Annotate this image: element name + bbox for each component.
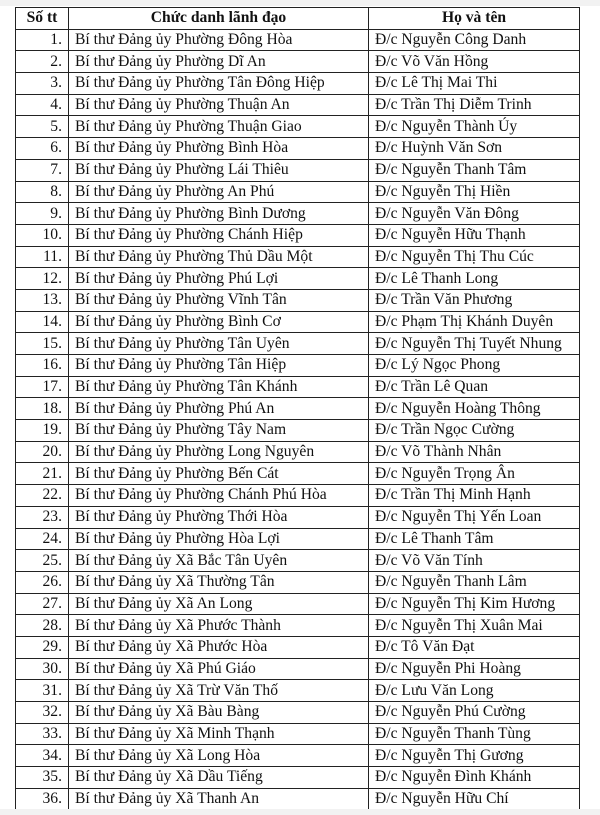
full-name: Đ/c Trần Thị Diễm Trinh [369, 94, 580, 116]
row-number: 18. [16, 398, 69, 420]
full-name: Đ/c Huỳnh Văn Sơn [369, 138, 580, 160]
table-row [16, 376, 580, 398]
row-number: 23. [16, 506, 69, 528]
table-row [16, 138, 580, 160]
leadership-title: Bí thư Đảng ủy Phường Tân Khánh [69, 376, 369, 398]
full-name: Đ/c Nguyễn Thị Tuyết Nhung [369, 333, 580, 355]
leadership-title: Bí thư Đảng ủy Phường Chánh Hiệp [69, 224, 369, 246]
table-row [16, 246, 580, 268]
leadership-title: Bí thư Đảng ủy Phường Tân Hiệp [69, 355, 369, 377]
full-name: Đ/c Nguyễn Văn Đông [369, 203, 580, 225]
full-name: Đ/c Trần Văn Phương [369, 289, 580, 311]
leadership-title: Bí thư Đảng ủy Phường Thuận An [69, 94, 369, 116]
party-secretaries-table [15, 7, 580, 810]
table-row [16, 680, 580, 702]
table-row [16, 203, 580, 225]
row-number: 14. [16, 311, 69, 333]
table-body [16, 29, 580, 810]
table-row [16, 702, 580, 724]
table-row [16, 441, 580, 463]
full-name: Đ/c Võ Văn Hồng [369, 51, 580, 73]
full-name: Đ/c Nguyễn Hoàng Thông [369, 398, 580, 420]
leadership-title: Bí thư Đảng ủy Phường Chánh Phú Hòa [69, 485, 369, 507]
table-row [16, 506, 580, 528]
leadership-title: Bí thư Đảng ủy Xã Dầu Tiếng [69, 767, 369, 789]
header-row [16, 8, 580, 30]
leadership-title: Bí thư Đảng ủy Phường Đông Hòa [69, 29, 369, 51]
full-name: Đ/c Võ Thành Nhân [369, 441, 580, 463]
row-number: 16. [16, 355, 69, 377]
table-row [16, 615, 580, 637]
full-name: Đ/c Võ Văn Tính [369, 550, 580, 572]
full-name: Đ/c Tô Văn Đạt [369, 636, 580, 658]
full-name: Đ/c Nguyễn Hữu Chí [369, 788, 580, 810]
row-number: 8. [16, 181, 69, 203]
row-number: 7. [16, 159, 69, 181]
full-name: Đ/c Nguyễn Đình Khánh [369, 767, 580, 789]
row-number: 24. [16, 528, 69, 550]
row-number: 32. [16, 702, 69, 724]
leadership-title: Bí thư Đảng ủy Xã Bắc Tân Uyên [69, 550, 369, 572]
leadership-title: Bí thư Đảng ủy Phường Long Nguyên [69, 441, 369, 463]
leadership-title: Bí thư Đảng ủy Phường Thới Hòa [69, 506, 369, 528]
table-row [16, 73, 580, 95]
leadership-title: Bí thư Đảng ủy Xã Phước Hòa [69, 636, 369, 658]
table-row [16, 51, 580, 73]
leadership-title: Bí thư Đảng ủy Phường Dĩ An [69, 51, 369, 73]
table-header [16, 8, 580, 30]
table-row [16, 636, 580, 658]
full-name: Đ/c Nguyễn Thị Gương [369, 745, 580, 767]
table-row [16, 289, 580, 311]
row-number: 4. [16, 94, 69, 116]
full-name: Đ/c Trần Lê Quan [369, 376, 580, 398]
table-row [16, 181, 580, 203]
leadership-title: Bí thư Đảng ủy Xã Thường Tân [69, 571, 369, 593]
row-number: 25. [16, 550, 69, 572]
full-name: Đ/c Lê Thị Mai Thi [369, 73, 580, 95]
header-name: Họ và tên [369, 8, 580, 30]
full-name: Đ/c Nguyễn Phú Cường [369, 702, 580, 724]
full-name: Đ/c Lý Ngọc Phong [369, 355, 580, 377]
full-name: Đ/c Trần Ngọc Cường [369, 420, 580, 442]
row-number: 27. [16, 593, 69, 615]
full-name: Đ/c Nguyễn Thanh Tùng [369, 723, 580, 745]
leadership-title: Bí thư Đảng ủy Xã Phú Giáo [69, 658, 369, 680]
header-title: Chức danh lãnh đạo [69, 8, 369, 30]
row-number: 2. [16, 51, 69, 73]
table-row [16, 94, 580, 116]
row-number: 3. [16, 73, 69, 95]
leadership-title: Bí thư Đảng ủy Xã Long Hòa [69, 745, 369, 767]
full-name: Đ/c Nguyễn Phi Hoàng [369, 658, 580, 680]
row-number: 11. [16, 246, 69, 268]
leadership-title: Bí thư Đảng ủy Phường Thuận Giao [69, 116, 369, 138]
leadership-title: Bí thư Đảng ủy Phường Bến Cát [69, 463, 369, 485]
leadership-title: Bí thư Đảng ủy Phường Lái Thiêu [69, 159, 369, 181]
full-name: Đ/c Nguyễn Trọng Ân [369, 463, 580, 485]
row-number: 1. [16, 29, 69, 51]
leadership-title: Bí thư Đảng ủy Xã Trừ Văn Thố [69, 680, 369, 702]
row-number: 35. [16, 767, 69, 789]
table-row [16, 745, 580, 767]
top-edge-strip [0, 0, 600, 6]
row-number: 12. [16, 268, 69, 290]
full-name: Đ/c Nguyễn Thị Thu Cúc [369, 246, 580, 268]
full-name: Đ/c Nguyễn Thị Kim Hương [369, 593, 580, 615]
row-number: 13. [16, 289, 69, 311]
table-row [16, 224, 580, 246]
leadership-title: Bí thư Đảng ủy Phường Tây Nam [69, 420, 369, 442]
table-row [16, 268, 580, 290]
leadership-title: Bí thư Đảng ủy Phường Phú An [69, 398, 369, 420]
table-row [16, 593, 580, 615]
leadership-title: Bí thư Đảng ủy Xã An Long [69, 593, 369, 615]
bottom-edge-strip [0, 809, 600, 815]
full-name: Đ/c Nguyễn Hữu Thạnh [369, 224, 580, 246]
row-number: 20. [16, 441, 69, 463]
full-name: Đ/c Nguyễn Thanh Lâm [369, 571, 580, 593]
table-row [16, 398, 580, 420]
row-number: 6. [16, 138, 69, 160]
leadership-title: Bí thư Đảng ủy Phường Tân Đông Hiệp [69, 73, 369, 95]
leadership-title: Bí thư Đảng ủy Phường An Phú [69, 181, 369, 203]
row-number: 22. [16, 485, 69, 507]
full-name: Đ/c Nguyễn Thị Yến Loan [369, 506, 580, 528]
leadership-title: Bí thư Đảng ủy Xã Phước Thành [69, 615, 369, 637]
full-name: Đ/c Trần Thị Minh Hạnh [369, 485, 580, 507]
row-number: 17. [16, 376, 69, 398]
full-name: Đ/c Nguyễn Thanh Tâm [369, 159, 580, 181]
header-stt: Số tt [16, 8, 69, 30]
leadership-title: Bí thư Đảng ủy Phường Bình Hòa [69, 138, 369, 160]
leadership-title: Bí thư Đảng ủy Phường Vĩnh Tân [69, 289, 369, 311]
full-name: Đ/c Lưu Văn Long [369, 680, 580, 702]
row-number: 5. [16, 116, 69, 138]
row-number: 21. [16, 463, 69, 485]
row-number: 28. [16, 615, 69, 637]
leadership-title: Bí thư Đảng ủy Phường Phú Lợi [69, 268, 369, 290]
row-number: 33. [16, 723, 69, 745]
table-row [16, 159, 580, 181]
row-number: 36. [16, 788, 69, 810]
leadership-title: Bí thư Đảng ủy Phường Hòa Lợi [69, 528, 369, 550]
table-row [16, 550, 580, 572]
leadership-title: Bí thư Đảng ủy Xã Thanh An [69, 788, 369, 810]
row-number: 34. [16, 745, 69, 767]
full-name: Đ/c Phạm Thị Khánh Duyên [369, 311, 580, 333]
full-name: Đ/c Nguyễn Thị Xuân Mai [369, 615, 580, 637]
table-row [16, 420, 580, 442]
full-name: Đ/c Nguyễn Công Danh [369, 29, 580, 51]
leadership-title: Bí thư Đảng ủy Phường Bình Dương [69, 203, 369, 225]
table-row [16, 116, 580, 138]
row-number: 29. [16, 636, 69, 658]
full-name: Đ/c Nguyễn Thị Hiền [369, 181, 580, 203]
table-row [16, 355, 580, 377]
leadership-title: Bí thư Đảng ủy Phường Bình Cơ [69, 311, 369, 333]
leadership-title: Bí thư Đảng ủy Phường Tân Uyên [69, 333, 369, 355]
full-name: Đ/c Lê Thanh Tâm [369, 528, 580, 550]
table-row [16, 788, 580, 810]
table-row [16, 311, 580, 333]
row-number: 30. [16, 658, 69, 680]
table-row [16, 723, 580, 745]
table-row [16, 463, 580, 485]
row-number: 10. [16, 224, 69, 246]
leadership-title: Bí thư Đảng ủy Xã Minh Thạnh [69, 723, 369, 745]
leadership-title: Bí thư Đảng ủy Phường Thủ Dầu Một [69, 246, 369, 268]
row-number: 15. [16, 333, 69, 355]
row-number: 26. [16, 571, 69, 593]
table-row [16, 29, 580, 51]
table-row [16, 767, 580, 789]
row-number: 9. [16, 203, 69, 225]
row-number: 31. [16, 680, 69, 702]
table-row [16, 333, 580, 355]
full-name: Đ/c Lê Thanh Long [369, 268, 580, 290]
table-row [16, 658, 580, 680]
table-row [16, 528, 580, 550]
leadership-title: Bí thư Đảng ủy Xã Bàu Bàng [69, 702, 369, 724]
table-row [16, 485, 580, 507]
row-number: 19. [16, 420, 69, 442]
table-row [16, 571, 580, 593]
full-name: Đ/c Nguyễn Thành Úy [369, 116, 580, 138]
